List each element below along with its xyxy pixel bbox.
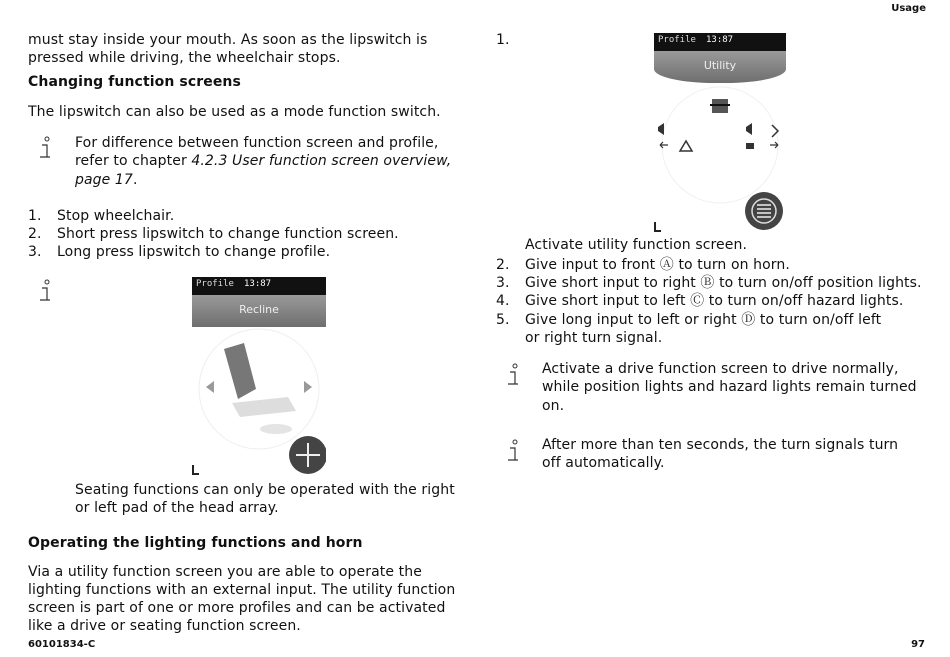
list-number: 1. bbox=[496, 32, 510, 48]
list-item: 3. Long press lipswitch to change profile. bbox=[28, 244, 331, 260]
note-text: For difference between function screen and profile, bbox=[75, 135, 439, 151]
paragraph-line: like a drive or seating function screen. bbox=[28, 618, 301, 634]
list-item: 5. Give long input to left or right Ⓓ to turn on/off left bbox=[496, 312, 882, 328]
paragraph-line: lighting functions with an external input. The utility function bbox=[28, 582, 456, 598]
note-text: or left pad of the head array. bbox=[75, 500, 279, 516]
info-icon bbox=[506, 363, 520, 387]
list-item-text: or right turn signal. bbox=[525, 330, 663, 346]
hazard-light-icon bbox=[658, 123, 692, 151]
screen-mode-band: Utility bbox=[654, 51, 786, 83]
list-item: 2. Short press lipswitch to change function screen. bbox=[28, 226, 399, 242]
note-text: Seating functions can only be operated with the right bbox=[75, 482, 455, 498]
list-item-text: Activate utility function screen. bbox=[525, 237, 748, 253]
note-text: After more than ten seconds, the turn signals turn bbox=[542, 437, 899, 453]
utility-screen-image bbox=[654, 33, 786, 231]
paragraph-line: Via a utility function screen you are able to operate the bbox=[28, 564, 422, 580]
section-heading: Changing function screens bbox=[28, 74, 241, 90]
list-item: 3. Give short input to right Ⓑ to turn on/off position lights. bbox=[496, 275, 922, 291]
running-header: Usage bbox=[891, 3, 926, 14]
intro-line: pressed while driving, the wheelchair stops. bbox=[28, 50, 341, 66]
horn-icon bbox=[710, 99, 730, 113]
list-item: 4. Give short input to left Ⓒ to turn on/off hazard lights. bbox=[496, 293, 904, 309]
paragraph-line: screen is part of one or more profiles and can be activated bbox=[28, 600, 446, 616]
left-arrow-icon bbox=[206, 381, 214, 393]
note-text: refer to chapter 4.2.3 User function screen overview, bbox=[75, 153, 452, 169]
document-id: 60101834-C bbox=[28, 639, 96, 650]
screen-status-bar: Profile 13:87 bbox=[654, 33, 786, 51]
page-number: 97 bbox=[911, 639, 925, 650]
note-text: while position lights and hazard lights remain turned bbox=[542, 379, 917, 395]
seat-back-icon bbox=[224, 343, 256, 399]
intro-line: must stay inside your mouth. As soon as the lipswitch is bbox=[28, 32, 428, 48]
note-text: page 17. bbox=[75, 172, 138, 188]
note-text: Activate a drive function screen to drive normally, bbox=[542, 361, 899, 377]
list-item: 2. Give input to front Ⓐ to turn on horn. bbox=[496, 257, 790, 273]
screen-status-bar: Profile 13:87 bbox=[192, 277, 326, 295]
note-text: off automatically. bbox=[542, 455, 665, 471]
recline-screen-image bbox=[192, 277, 326, 475]
section-heading: Operating the lighting functions and horn bbox=[28, 535, 363, 551]
menu-icon bbox=[745, 192, 783, 230]
info-icon bbox=[506, 439, 520, 463]
paragraph: The lipswitch can also be used as a mode function switch. bbox=[28, 104, 441, 120]
chapter-reference[interactable]: 4.2.3 User function screen overview, bbox=[191, 153, 452, 169]
note-text: on. bbox=[542, 398, 565, 414]
info-icon bbox=[38, 136, 52, 160]
list-item: 1. Stop wheelchair. bbox=[28, 208, 175, 224]
info-icon bbox=[38, 279, 52, 303]
position-light-icon bbox=[746, 123, 778, 149]
figure-corner-mark bbox=[654, 222, 661, 232]
page-reference[interactable]: page 17 bbox=[75, 172, 133, 188]
right-arrow-icon bbox=[304, 381, 312, 393]
screen-mode-band: Recline bbox=[192, 295, 326, 327]
figure-corner-mark bbox=[192, 465, 199, 475]
